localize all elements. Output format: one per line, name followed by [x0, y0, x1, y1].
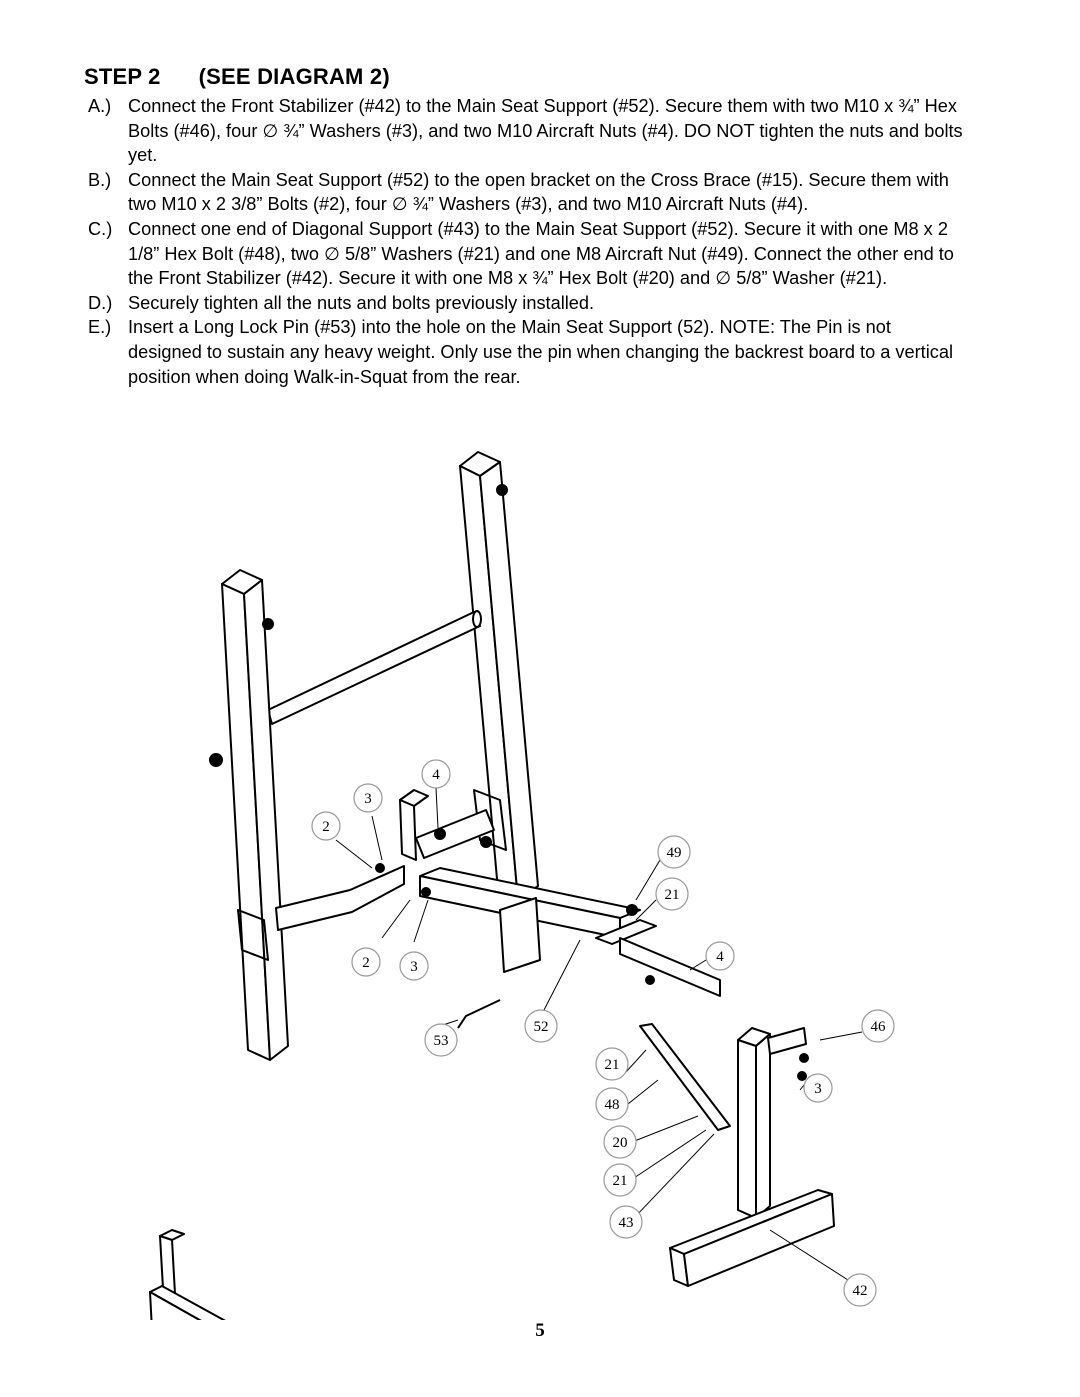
left-upright-post [222, 570, 288, 1060]
callout-52 [525, 1010, 557, 1042]
instruction-text: Securely tighten all the nuts and bolts previously installed. [128, 292, 595, 313]
callout-3-right [804, 1074, 832, 1102]
svg-text:20: 20 [612, 1135, 628, 1151]
see-diagram-label: (SEE DIAGRAM 2) [198, 64, 390, 89]
instruction-text: Connect one end of Diagonal Support (#43) to the Main Seat Support (#52). Secure it with one M8 x 2 1/8” Hex Bolt (#48), two ∅ 5/8” Washers (#21) and one M8 Aircraft Nut (#49). Connect the other end to the Front Stabilizer (#42). Secure it with one M8 x ¾” Hex Bolt (#20) and ∅ 5/8” Washer (#21). [128, 218, 954, 289]
svg-text:52: 52 [533, 1019, 549, 1035]
instruction-label: C.) [88, 218, 113, 239]
svg-text:3: 3 [814, 1081, 822, 1097]
svg-text:49: 49 [666, 845, 682, 861]
svg-text:48: 48 [604, 1097, 620, 1113]
instruction-label: D.) [88, 292, 113, 313]
instruction-e [88, 315, 968, 389]
svg-text:21: 21 [604, 1057, 620, 1073]
instruction-list [88, 94, 968, 389]
callout-20 [604, 1126, 636, 1158]
svg-text:2: 2 [322, 819, 330, 835]
callout-48 [596, 1088, 628, 1120]
instruction-a [88, 94, 968, 168]
instruction-label: E.) [88, 317, 112, 338]
instruction-text: Connect the Main Seat Support (#52) to the open bracket on the Cross Brace (#15). Secure them with two M10 x 2 3/8” Bolts (#2), four ∅ ¾” Washers (#3), and two M10 Aircraft Nuts (#4). [128, 169, 949, 215]
instruction-label: A.) [88, 96, 112, 116]
instruction-text: Insert a Long Lock Pin (#53) into the hole on the Main Seat Support (52). NOTE: The Pin is not designed to sustain any heavy weight. Only use the pin when changing the backrest board to a vertical position when doing Walk-in-Squat from the rear. [128, 317, 954, 387]
callout-4-top [422, 760, 450, 788]
callout-3-top [354, 784, 382, 812]
callout-42 [844, 1274, 876, 1306]
callout-53 [425, 1024, 457, 1056]
front-stabilizer [670, 1028, 834, 1286]
instruction-b [88, 168, 968, 217]
svg-text:53: 53 [433, 1033, 449, 1049]
callout-3-bottom [400, 952, 428, 980]
cross-brace [276, 790, 494, 930]
cross-bar [268, 611, 481, 724]
callout-49 [658, 836, 690, 868]
step-heading [84, 64, 390, 90]
svg-text:4: 4 [716, 949, 724, 965]
callout-2-top [312, 812, 340, 840]
instruction-label: B.) [88, 169, 112, 190]
long-lock-pin [458, 1000, 500, 1028]
svg-text:46: 46 [870, 1019, 886, 1035]
callout-46 [862, 1010, 894, 1042]
diagonal-support [640, 1024, 730, 1130]
assembly-diagram [0, 440, 1080, 1320]
instruction-text: Connect the Front Stabilizer (#42) to the Main Seat Support (#52). Secure them with two M10 x ¾” Hex Bolts (#46), four ∅ ¾” Washers (#3), and two M10 Aircraft Nuts (#4). DO NOT tighten the nuts and bolts yet. [128, 96, 963, 166]
svg-text:3: 3 [410, 959, 418, 975]
page-number: 5 [535, 1320, 545, 1341]
callout-43 [610, 1206, 642, 1238]
step-number: STEP 2 [84, 64, 161, 89]
svg-text:3: 3 [364, 791, 372, 807]
svg-text:43: 43 [618, 1215, 634, 1231]
svg-text:42: 42 [852, 1283, 868, 1299]
svg-text:2: 2 [362, 955, 370, 971]
callout-4-right [706, 942, 734, 970]
callout-21-bottom [604, 1164, 636, 1196]
svg-text:21: 21 [612, 1173, 628, 1189]
svg-text:4: 4 [432, 767, 440, 783]
callout-21-top [656, 878, 688, 910]
callout-2-bottom [352, 948, 380, 976]
instruction-c [88, 217, 968, 291]
left-base-foot [150, 1230, 302, 1320]
instruction-d [88, 291, 968, 316]
callout-21-mid [596, 1048, 628, 1080]
svg-text:21: 21 [664, 887, 680, 903]
